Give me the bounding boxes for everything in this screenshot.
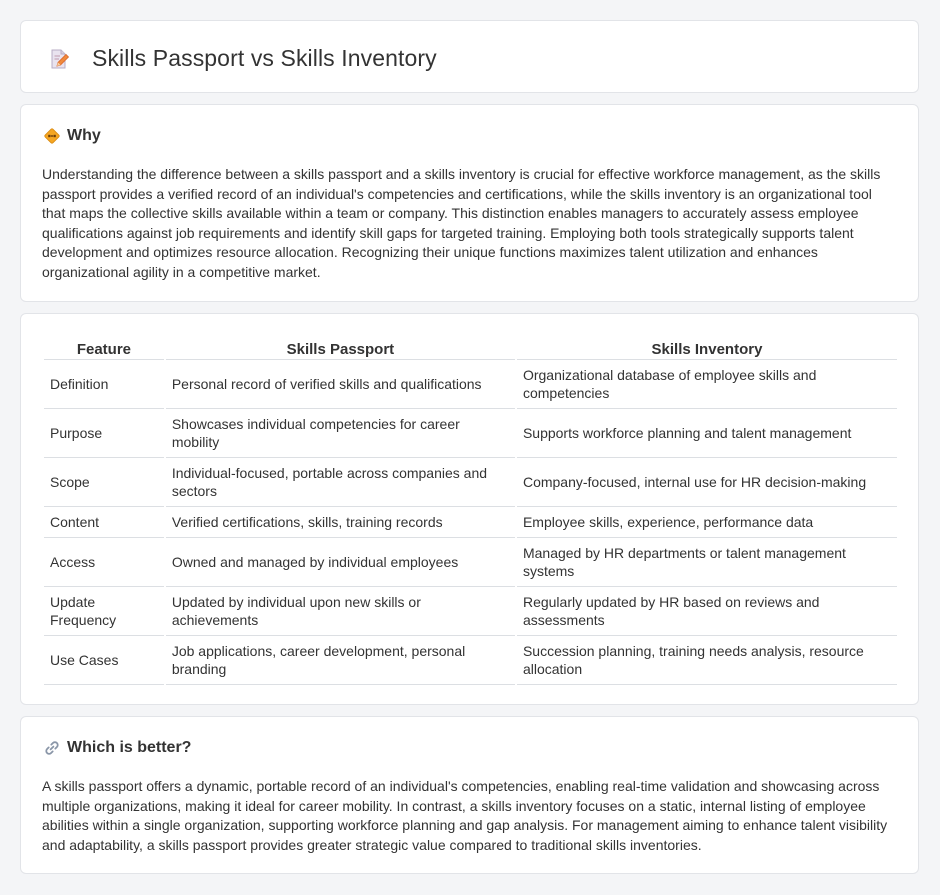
document-pencil-icon — [47, 47, 71, 71]
row-inventory-cell: Supports workforce planning and talent management — [517, 409, 897, 458]
row-passport-cell: Updated by individual upon new skills or achievements — [166, 587, 515, 636]
row-feature: Purpose — [44, 409, 164, 458]
table-row — [44, 538, 897, 587]
table-row — [44, 636, 897, 685]
row-inventory-cell: Organizational database of employee skills and competencies — [517, 360, 897, 409]
row-inventory-cell: Succession planning, training needs analysis, resource allocation — [517, 636, 897, 685]
table-row — [44, 360, 897, 409]
table-row — [44, 587, 897, 636]
row-feature: Scope — [44, 458, 164, 507]
row-passport-cell: Owned and managed by individual employees — [166, 538, 515, 587]
link-icon — [43, 739, 61, 757]
row-feature: Use Cases — [44, 636, 164, 685]
row-feature: Definition — [44, 360, 164, 409]
header-feature: Feature — [44, 335, 164, 360]
why-section — [20, 104, 919, 302]
better-text: A skills passport offers a dynamic, portable record of an individual's competencies, enabling real-time validation and showcasing across multiple organizations, making it ideal for career mobility. In contrast, a skills inventory focuses on a static, internal listing of employee abilities within a single organization, supporting workforce planning and gap analysis. For management aiming to enhance talent visibility and adaptability, a skills passport provides greater strategic value compared to traditional skills inventories. — [42, 778, 888, 853]
comparison-table — [42, 335, 899, 685]
why-title: Why — [67, 127, 101, 144]
row-feature: Update Frequency — [44, 587, 164, 636]
row-inventory-cell: Employee skills, experience, performance data — [517, 507, 897, 538]
table-header-row — [44, 335, 897, 360]
table-row — [44, 458, 897, 507]
better-heading — [43, 739, 191, 757]
table-row — [44, 409, 897, 458]
comparison-card — [20, 313, 919, 705]
title-card — [20, 20, 919, 93]
better-title: Which is better? — [67, 739, 192, 756]
row-feature: Access — [44, 538, 164, 587]
row-inventory-cell: Regularly updated by HR based on reviews and assessments — [517, 587, 897, 636]
which-is-better-section — [20, 716, 919, 874]
row-inventory-cell: Managed by HR departments or talent management systems — [517, 538, 897, 587]
row-inventory-cell: Company-focused, internal use for HR decision-making — [517, 458, 897, 507]
table-row — [44, 507, 897, 538]
row-passport-cell: Job applications, career development, personal branding — [166, 636, 515, 685]
row-passport-cell: Showcases individual competencies for career mobility — [166, 409, 515, 458]
page-title: Skills Passport vs Skills Inventory — [92, 45, 437, 71]
header-skills-passport: Skills Passport — [166, 335, 515, 360]
diamond-warning-icon — [43, 127, 61, 145]
row-feature: Content — [44, 507, 164, 538]
header-skills-inventory: Skills Inventory — [517, 335, 897, 360]
why-heading — [43, 127, 101, 145]
row-passport-cell: Individual-focused, portable across companies and sectors — [166, 458, 515, 507]
row-passport-cell: Verified certifications, skills, training records — [166, 507, 515, 538]
why-text: Understanding the difference between a skills passport and a skills inventory is crucial for effective workforce management, as the skills passport provides a verified record of an individual's competencies and certifications, while the skills inventory is an organizational tool that maps the collective skills available within a team or company. This distinction enables managers to accurately assess employee qualifications against job requirements and identify skill gaps for targeted training. Employing both tools strategically supports talent development and optimizes resource allocation. Recognizing their unique functions maximizes talent utilization and enhances organizational agility in a competitive market. — [42, 166, 881, 280]
row-passport-cell: Personal record of verified skills and qualifications — [166, 360, 515, 409]
